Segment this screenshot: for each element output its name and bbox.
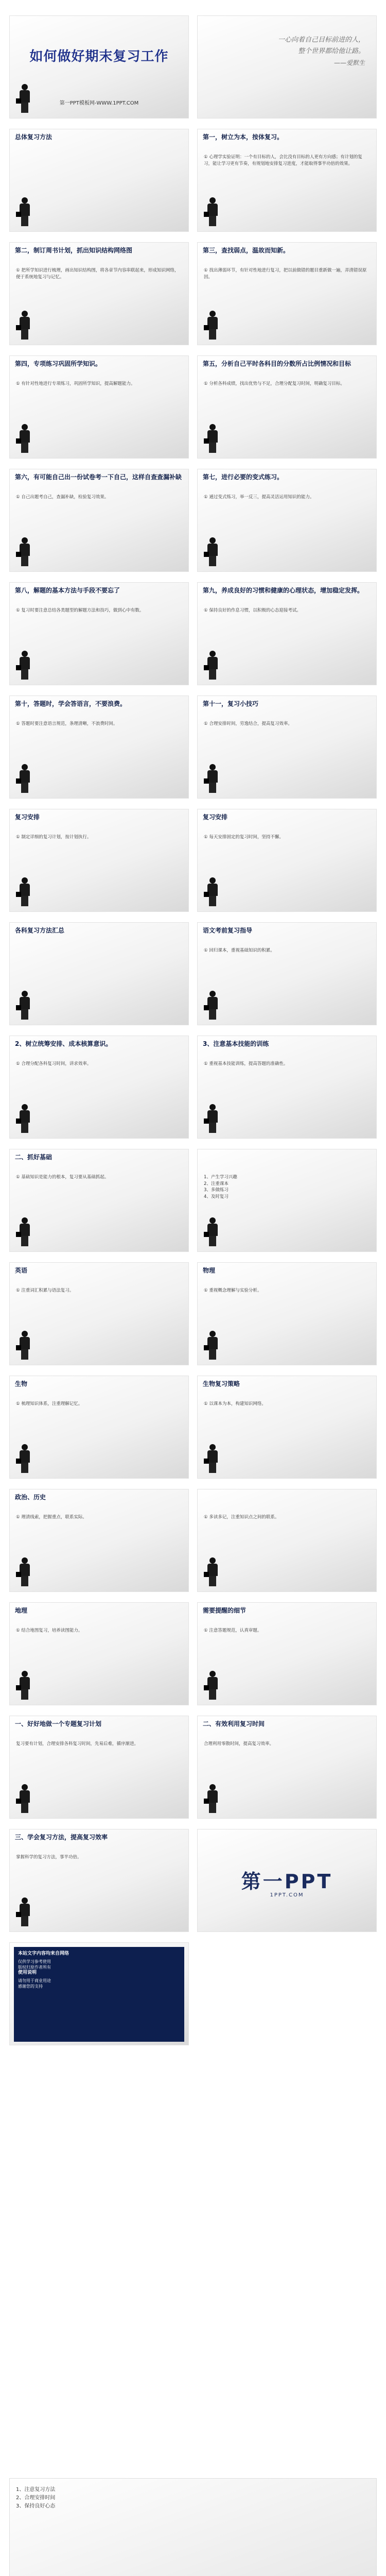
slide-title: 一、好好地做一个专题复习计划 <box>15 1720 102 1727</box>
businessman-figure <box>206 991 219 1020</box>
slide-title: 第十一，复习小技巧 <box>203 700 259 707</box>
businessman-figure <box>18 1897 31 1926</box>
slide-body: ① 制定详细的复习计划，按计划执行。 <box>16 835 92 840</box>
cover-title: 如何做好期末复习工作 <box>29 49 169 64</box>
businessman-figure <box>206 311 219 340</box>
businessman-figure <box>18 424 31 453</box>
brand-slide <box>197 1829 377 1932</box>
slide-body: ① 多读多记，注重知识点之间的联系。 <box>204 1515 279 1520</box>
slide-body: ① 梳理知识体系，注重理解记忆。 <box>16 1401 83 1406</box>
slide-9 <box>9 582 189 685</box>
slide-body: 复习要有计划，合理安排各科复习时间，先易后难，循序渐进。 <box>16 1741 139 1747</box>
quote-slide <box>197 15 377 118</box>
slide-body: ① 以课本为本，构建知识网络。 <box>204 1401 266 1406</box>
quote-line-2: 整个世界都给他让路。 <box>297 47 365 55</box>
slide-title: 英语 <box>15 1267 28 1274</box>
businessman-figure <box>206 651 219 680</box>
brand-url: 1PPT.COM <box>270 1892 304 1898</box>
quote-author: ——爱默生 <box>334 59 365 66</box>
slide-13 <box>9 809 189 912</box>
slide-2 <box>197 129 377 232</box>
slide-4 <box>197 242 377 345</box>
businessman-figure <box>18 1104 31 1133</box>
slide-body: ① 分析各科成绩，找出优势与不足，合理分配复习时间，明确复习目标。 <box>204 381 345 386</box>
slide-title: 第七，进行必要的变式练习。 <box>203 473 284 481</box>
slide-title: 需要提醒的细节 <box>203 1607 247 1614</box>
slide-16 <box>197 922 377 1025</box>
info-slide <box>9 1942 189 2045</box>
slide-22 <box>197 1262 377 1365</box>
slide-17 <box>9 1036 189 1139</box>
businessman-figure <box>18 1331 31 1360</box>
slide-title: 总体复习方法 <box>15 133 52 141</box>
slide-body: 1、产生学习兴趣 2、注重课本 3、多做练习 4、及时复习 <box>204 1175 237 1199</box>
slide-grid <box>9 15 377 118</box>
slide-title: 生物复习策略 <box>203 1380 240 1387</box>
slide-15 <box>9 922 189 1025</box>
businessman-figure <box>206 424 219 453</box>
slide-title: 复习安排 <box>203 814 228 821</box>
slide-8 <box>197 469 377 572</box>
slide-body: ① 基础知识是能力的根本，复习要从基础抓起。 <box>16 1175 109 1180</box>
slide-title: 三、学会复习方法，提高复习效率 <box>15 1834 108 1841</box>
slide-title: 二、有效利用复习时间 <box>203 1720 265 1727</box>
slide-body: 合理利用零散时间，提高复习效率。 <box>204 1741 274 1747</box>
slide-25 <box>9 1489 189 1592</box>
slide-body: ① 找出薄弱环节，有针对性地进行复习，把以前做错的题目重新做一遍，弄清错误原因。 <box>204 268 367 280</box>
slide-body: ① 通过变式练习，举一反三，提高灵活运用知识的能力。 <box>204 495 314 500</box>
cover-subtitle: 第一PPT模板网-WWW.1PPT.COM <box>59 100 139 106</box>
slide-body: ① 理清线索，把握重点，联系实际。 <box>16 1515 87 1520</box>
slide-title: 各科复习方法汇总 <box>15 927 65 934</box>
slide-26 <box>197 1489 377 1592</box>
businessman-figure <box>18 1784 31 1813</box>
slide-title: 2、树立统筹安排、成本核算意识。 <box>15 1040 112 1047</box>
businessman-figure <box>18 1557 31 1586</box>
businessman-figure <box>206 1671 219 1700</box>
slide-21 <box>9 1262 189 1365</box>
slide-11 <box>9 696 189 799</box>
businessman-figure <box>206 1557 219 1586</box>
slide-title: 政治、历史 <box>15 1494 46 1501</box>
businessman-figure <box>206 1331 219 1360</box>
slide-body: ① 自己出题考自己，查漏补缺，检验复习效果。 <box>16 495 109 500</box>
slide-23 <box>9 1376 189 1479</box>
slide-19 <box>9 1149 189 1252</box>
businessman-figure <box>18 651 31 680</box>
slide-body: ① 心理学实验证明：一个有目标的人，会比没有目标的人更有方向感；有计划的复习，能让学习更有节奏，有规划地安排复习进度，才能取得事半功倍的效果。 <box>204 155 362 166</box>
businessman-figure <box>18 311 31 340</box>
brand-logo: 第一PPT <box>241 1870 333 1893</box>
slide-body: ① 合理安排时间，劳逸结合，提高复习效率。 <box>204 721 292 726</box>
info-left-body: 仅供学习参考使用 版权归原作者所有 <box>18 1959 51 1970</box>
slide-14 <box>197 809 377 912</box>
content-slides <box>9 129 377 2045</box>
slide-7 <box>9 469 189 572</box>
businessman-figure <box>18 1671 31 1700</box>
businessman-figure <box>18 84 31 113</box>
slide-body: ① 保持良好的作息习惯，以积极的心态迎接考试。 <box>204 608 301 613</box>
slide-title: 第一，树立为本，按体复习。 <box>203 133 284 141</box>
info-left-title: 本站文字内容均来自网络 <box>18 1951 69 1956</box>
slide-30 <box>197 1716 377 1819</box>
businessman-figure <box>18 764 31 793</box>
footer-body: 1、注意复习方法 2、合理安排时间 3、保持良好心态 <box>16 2487 56 2509</box>
slide-12 <box>197 696 377 799</box>
businessman-figure <box>18 537 31 566</box>
slide-27 <box>9 1602 189 1705</box>
slide-body: ① 有针对性地进行专项练习，巩固所学知识，提高解题能力。 <box>16 381 135 386</box>
businessman-figure <box>206 1444 219 1473</box>
slide-title: 语文考前复习指导 <box>203 927 253 934</box>
slide-title: 第二，制订周书计划，抓出知识结构网络图 <box>15 247 133 254</box>
businessman-figure <box>206 1104 219 1133</box>
slide-18 <box>197 1036 377 1139</box>
slide-24 <box>197 1376 377 1479</box>
slide-28 <box>197 1602 377 1705</box>
cover-slide <box>9 15 189 118</box>
slide-body: 掌握科学的复习方法，事半功倍。 <box>16 1855 82 1860</box>
slide-3 <box>9 242 189 345</box>
businessman-figure <box>206 197 219 226</box>
businessman-figure <box>18 1444 31 1473</box>
quote <box>278 35 365 69</box>
slide-title: 第十，答题时，学会答语言，不要浪费。 <box>15 700 127 707</box>
slide-title: 复习安排 <box>15 814 40 821</box>
businessman-figure <box>18 1217 31 1246</box>
slide-title: 第九，养成良好的习惯和健康的心理状态，增加稳定发挥。 <box>203 587 364 594</box>
slide-body: ① 重视概念理解与实验分析。 <box>204 1288 262 1293</box>
slide-title: 第八，解题的基本方法与手段不要忘了 <box>15 587 120 594</box>
slide-title: 物理 <box>203 1267 216 1274</box>
businessman-figure <box>18 991 31 1020</box>
slide-title: 3、注意基本技能的训练 <box>203 1040 269 1047</box>
slide-20 <box>197 1149 377 1252</box>
slide-31 <box>9 1829 189 1932</box>
slide-body: ① 合理分配各科复习时间，讲求效率。 <box>16 1061 92 1066</box>
businessman-figure <box>18 197 31 226</box>
slide-body: ① 把所学知识进行梳理，画出知识结构图，将各章节内容串联起来，形成知识网络，便于系统地复习与记忆。 <box>16 268 179 280</box>
info-panel <box>14 1947 184 2042</box>
slide-10 <box>197 582 377 685</box>
slide-body: ① 重视基本技能训练，提高答题的准确性。 <box>204 1061 288 1066</box>
slide-title: 生物 <box>15 1380 28 1387</box>
slide-5 <box>9 355 189 459</box>
businessman-figure <box>206 537 219 566</box>
slide-body: ① 每天安排固定的复习时间，坚持不懈。 <box>204 835 284 840</box>
quote-line-1: 一心向着自己目标前进的人， <box>277 36 365 44</box>
slide-body: ① 答题时要注意语言规范，条理清晰，不浪费时间。 <box>16 721 118 726</box>
slide-body: ① 回归课本，重视基础知识的积累。 <box>204 948 275 953</box>
businessman-figure <box>206 1217 219 1246</box>
slide-title: 第四，专项练习巩固所学知识。 <box>15 360 102 367</box>
slide-body: ① 结合地图复习，培养读图能力。 <box>16 1628 83 1633</box>
businessman-figure <box>206 1784 219 1813</box>
businessman-figure <box>206 764 219 793</box>
slide-title: 地理 <box>15 1607 28 1614</box>
footer-slide <box>9 2478 377 2576</box>
info-right-body: 请勿用于商业用途 感谢您的支持 <box>18 1978 51 1989</box>
slide-body: ① 注重词汇积累与语法复习。 <box>16 1288 74 1293</box>
slide-1 <box>9 129 189 232</box>
slide-title: 第五，分析自己平时各科目的分数所占比例情况和目标 <box>203 360 352 367</box>
slide-body: ① 注意答题规范，认真审题。 <box>204 1628 262 1633</box>
slide-title: 第六，有可能自己出一份试卷考一下自己，这样自查查漏补缺 <box>15 473 182 481</box>
slide-body: ① 复习时要注意总结各类题型的解题方法和技巧，做到心中有数。 <box>16 608 144 613</box>
slide-title: 第三，查找弱点，温故而知新。 <box>203 247 290 254</box>
slide-title: 二、抓好基础 <box>15 1154 52 1161</box>
slide-6 <box>197 355 377 459</box>
businessman-figure <box>206 877 219 906</box>
slide-29 <box>9 1716 189 1819</box>
businessman-figure <box>18 877 31 906</box>
info-right-title: 使用说明 <box>18 1970 37 1975</box>
